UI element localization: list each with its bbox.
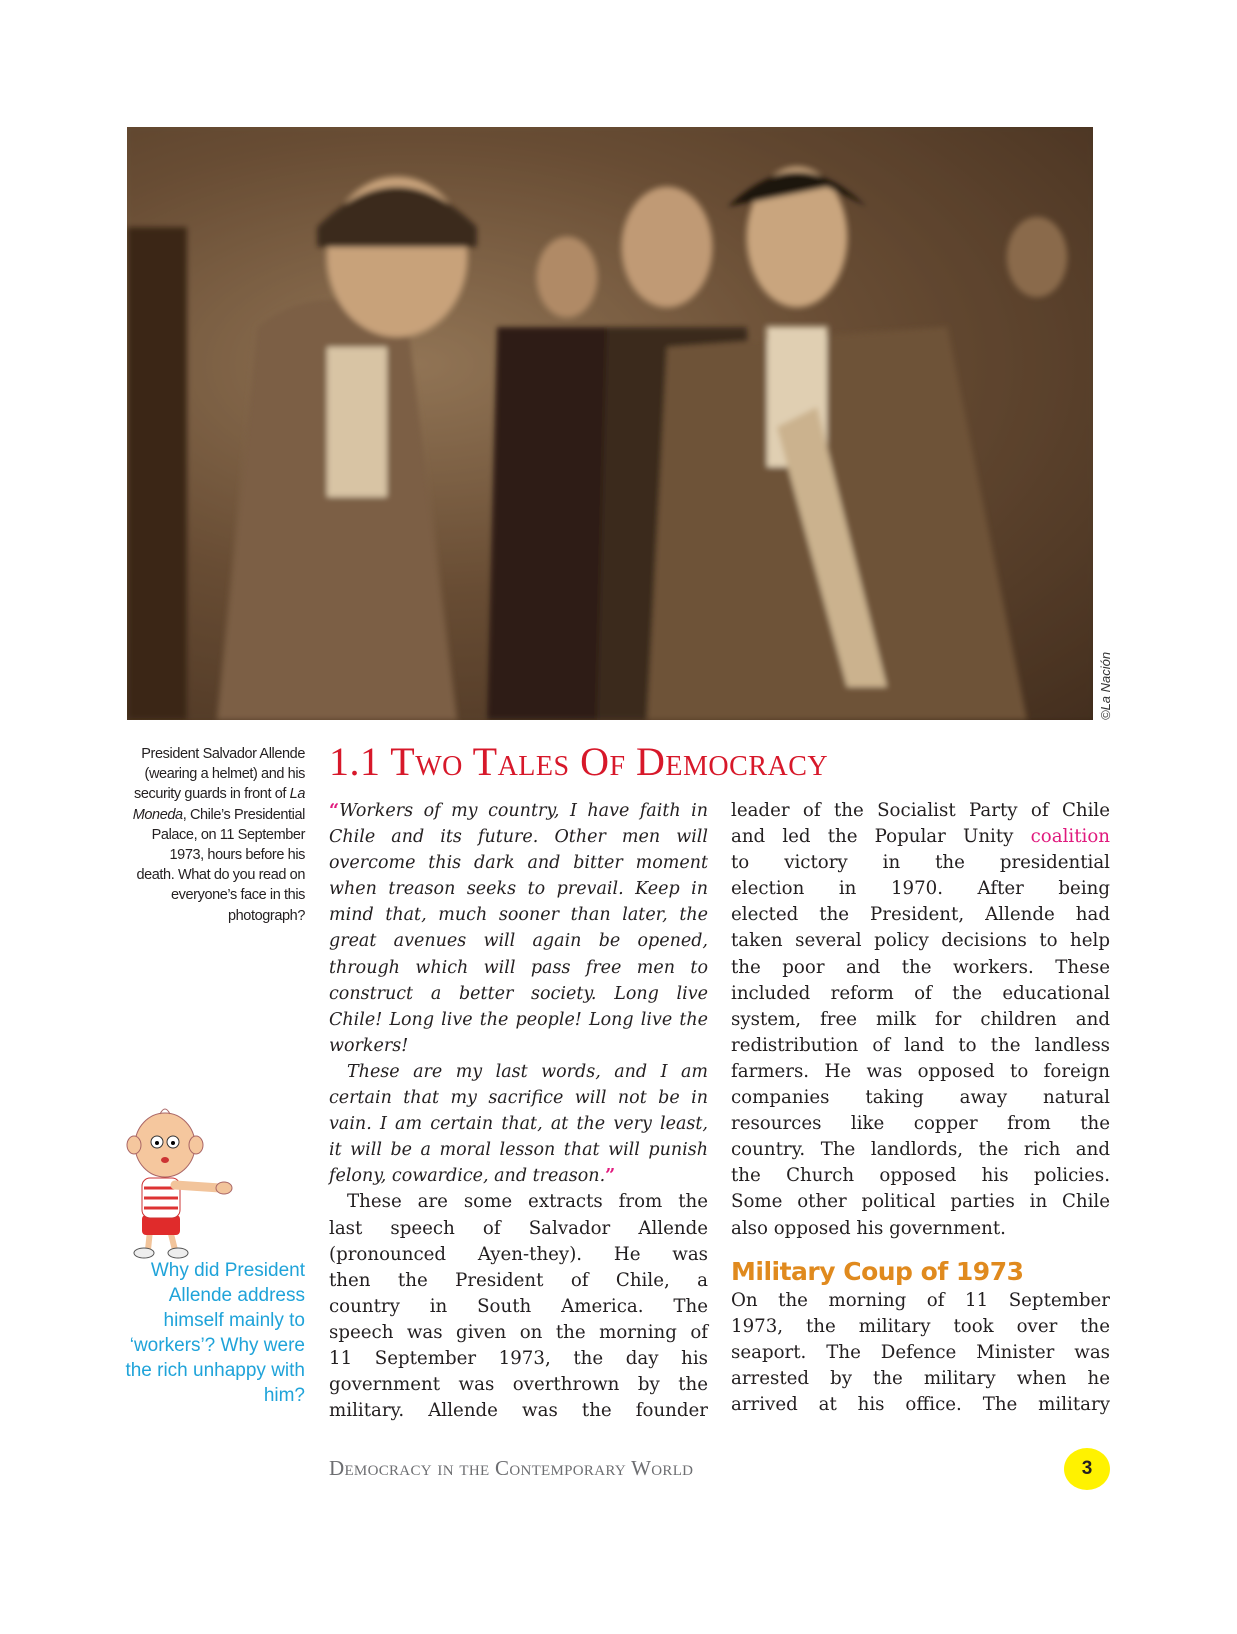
text-line: great avenues will again be opened, [329, 931, 708, 952]
text-line: included reform of the educational [731, 982, 1110, 1004]
text-line: redistribution of land to the landless [731, 1034, 1110, 1056]
text-line: then the President of Chile, a [329, 1269, 708, 1291]
text-line: system, free milk for children and [731, 1008, 1110, 1030]
text-line: leader of the Socialist Party of Chile [731, 800, 1110, 821]
caption-text: President Salvador Allende (wearing a helmet) and his security guards in front of [134, 746, 305, 803]
text-line: government was overthrown by the [329, 1374, 708, 1396]
text-line: when treason seeks to prevail. Keep in [329, 879, 708, 900]
text-line: arrested by the military when he [731, 1367, 1110, 1389]
text-line: election in 1970. After being [731, 878, 1110, 900]
text-line: the Church opposed his policies. [731, 1165, 1110, 1187]
allende-quote [329, 798, 708, 1189]
margin-question: Why did President Allende address himself mainly to ‘workers’? Why were the rich unhappy with him? [125, 1260, 305, 1406]
caption-place: La Moneda [132, 786, 305, 823]
photo-illustration [127, 127, 1093, 720]
text-line: mind that, much sooner than later, the [329, 905, 708, 926]
section-title: 1.1 Two Tales Of Democracy [329, 739, 829, 784]
text-line: speech was given on the morning of [329, 1321, 708, 1343]
text-line: arrived at his office. The military [731, 1393, 1110, 1415]
text-line: companies taking away natural [731, 1087, 1110, 1109]
text-line: taken several policy decisions to help [731, 930, 1110, 952]
text-line: overcome this dark and bitter moment [329, 853, 708, 874]
text-line: Some other political parties in Chile [731, 1191, 1110, 1213]
text-line: (pronounced Ayen-they). He was [329, 1243, 708, 1265]
text-line [329, 1163, 708, 1189]
right-column [731, 798, 1110, 1418]
text-line: These are some extracts from the [347, 1191, 708, 1213]
text-line: elected the President, Allende had [731, 904, 1110, 926]
glossary-keyword-coalition[interactable]: coalition [1030, 826, 1110, 848]
text-line: country. The landlords, the rich and [731, 1139, 1110, 1161]
open-quote-mark: “ [329, 801, 340, 821]
right-body-text [731, 850, 1110, 1241]
text-line: These are my last words, and I am [347, 1061, 708, 1082]
text-line: certain that my sacrifice will not be in [329, 1088, 708, 1109]
text-line [731, 824, 1110, 850]
caption-text-2: , Chile’s Presidential Palace, on 11 September 1973, hours before his death. What do you read on everyone’s face in this photograph? [136, 806, 305, 924]
middle-body-text [329, 1189, 708, 1424]
text-line: workers! [329, 1035, 409, 1056]
footer-book-title: Democracy in the Contemporary World [329, 1456, 694, 1480]
text-line: farmers. He was opposed to foreign [731, 1060, 1110, 1082]
text-line: On the morning of 11 September [731, 1289, 1110, 1311]
text-line: to victory in the presidential [731, 852, 1110, 874]
subheading: Military Coup of 1973 [731, 1256, 1024, 1286]
photograph-allende [127, 127, 1093, 720]
text-line: the poor and the workers. These [731, 956, 1110, 978]
text-line: resources like copper from the [731, 1113, 1110, 1135]
text-line: seaport. The Defence Minister was [731, 1341, 1110, 1363]
text-line: vain. I am certain that, at the very least, [329, 1114, 708, 1135]
close-quote-mark: ” [605, 1166, 616, 1187]
page-number: 3 [1064, 1448, 1110, 1490]
text-line: 1973, the military took over the [731, 1315, 1110, 1337]
middle-column [329, 798, 708, 1424]
text-line: last speech of Salvador Allende [329, 1217, 708, 1239]
text-line: it will be a moral lesson that will punish [329, 1140, 708, 1161]
text-line: construct a better society. Long live [329, 983, 708, 1004]
text-line: country in South America. The [329, 1295, 708, 1317]
text-span: Workers of my country, I have faith in [339, 801, 708, 821]
text-line: military. Allende was the founder [329, 1400, 708, 1422]
photo-caption [130, 744, 305, 926]
cartoon-boy-pointing-icon [120, 1100, 250, 1264]
text-line: Chile! Long live the people! Long live the [329, 1009, 708, 1030]
text-line: Chile and its future. Other men will [329, 827, 708, 848]
text-span: and led the Popular Unity [731, 826, 1031, 848]
text-line [329, 798, 708, 824]
section-body-text [731, 1288, 1110, 1418]
text-line: 11 September 1973, the day his [329, 1347, 708, 1369]
photo-credit: ©La Nación [1098, 651, 1113, 720]
text-line: also opposed his government. [731, 1217, 1006, 1239]
text-span: felony, cowardice, and treason. [329, 1166, 606, 1187]
text-line: through which will pass free men to [329, 957, 708, 978]
